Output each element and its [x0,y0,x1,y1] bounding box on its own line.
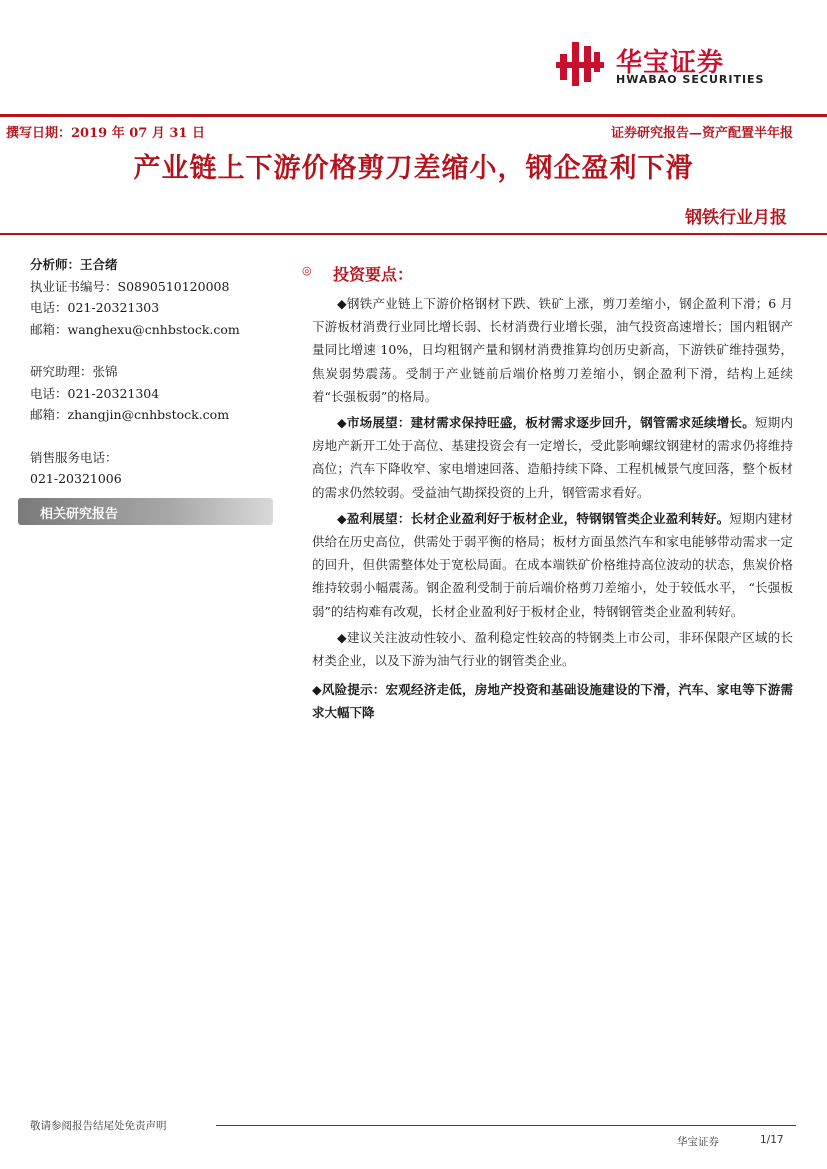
title-divider [0,233,827,235]
market-outlook-text: 短期内房地产新开工处于高位、基建投资会有一定增长，受此影响螺纹钢建材的需求仍将维持高位；汽车下降收窄、家电增速回落、造船持续下降、工程机械景气度回落，整个板材的需求仍然较弱。受益油气勘探投资的上升，钢管需求看好。 [312,415,793,500]
highlight-paragraph [312,411,793,504]
footer-divider [216,1125,796,1126]
assistant-email[interactable]: 邮箱：zhangjin@cnhbstock.com [30,407,230,422]
page-number: 1/17 [760,1134,784,1146]
related-reports-bar [18,498,273,525]
footer-disclaimer: 敬请参阅报告结尾处免责声明 [30,1120,167,1132]
report-date: 撰写日期：2019 年 07 月 31 日 [6,126,205,141]
target-icon: ◎ [302,264,312,277]
assistant-name: 研究助理：张锦 [30,364,118,379]
report-title: 产业链上下游价格剪刀差缩小，钢企盈利下滑 [133,153,694,184]
risk-warning-text: ◆风险提示：宏观经济走低，房地产投资和基础设施建设的下滑，汽车、家电等下游需求大幅下降 [312,682,793,721]
highlights-body [312,292,793,728]
analyst-name: 分析师：王合绪 [30,257,118,272]
highlights-heading: 投资要点： [333,265,414,284]
report-type: 证券研究报告—资产配置半年报 [610,126,793,141]
profit-outlook-text: 短期内建材供给在历史高位，供需处于弱平衡的格局；板材方面虽然汽车和家电能够带动需求一定的回升，但供需整体处于宽松局面。在成本端铁矿价格维持高位波动的状态，焦炭价格维持较弱小幅震荡。钢企盈利受制于前后端价格剪刀差缩小，处于较低水平， “长强板弱”的结构难有改观，长材企业盈利好于板材企业，特钢钢管类企业盈利转好。 [312,510,793,619]
report-subtitle: 钢铁行业月报 [685,208,787,228]
analyst-cert: 执业证书编号：S0890510120008 [30,278,230,294]
risk-warning [312,678,793,724]
highlight-paragraph: ◆钢铁产业链上下游价格钢材下跌、铁矿上涨，剪刀差缩小，钢企盈利下滑；6 月下游板材消费行业同比增长弱、长材消费行业增长强，油气投资高速增长；国内粗钢产量同比增速 10%，日均粗钢产量和钢材消费推算均创历史新高，下游铁矿维持强势，焦炭弱势震荡。受制于产业链前后端价格剪刀差缩小，钢企盈利下滑，结构上延续着“长强板弱”的格局。 [312,296,793,404]
highlight-paragraph: ◆建议关注波动性较小、盈利稳定性较高的特钢类上市公司，非环保限产区域的长材类企业，以及下游为油气行业的钢管类企业。 [312,629,793,669]
brand-name-cn: 华宝证券 [616,48,725,78]
footer-brand: 华宝证券 [677,1136,719,1148]
market-outlook-lead: ◆市场展望：建材需求保持旺盛，板材需求逐步回升，钢管需求延续增长。 [337,415,755,431]
assistant-phone: 电话：021-20321304 [30,385,160,401]
related-reports-label: 相关研究报告 [40,507,119,522]
brand-name-en: HWABAO SECURITIES [616,73,765,86]
analyst-phone: 电话：021-20321303 [30,300,160,315]
hwabao-logo-icon [556,40,606,88]
analyst-email[interactable]: 邮箱：wanghexu@cnhbstock.com [30,321,240,337]
sales-label: 销售服务电话： [30,449,118,465]
sales-phone: 021-20321006 [30,471,122,486]
profit-outlook-lead: ◆盈利展望：长材企业盈利好于板材企业，特钢钢管类企业盈利转好。 [337,510,730,526]
header-divider [0,114,827,117]
contact-sidebar [30,254,280,490]
highlight-paragraph [312,507,793,623]
brand-logo [556,40,796,90]
